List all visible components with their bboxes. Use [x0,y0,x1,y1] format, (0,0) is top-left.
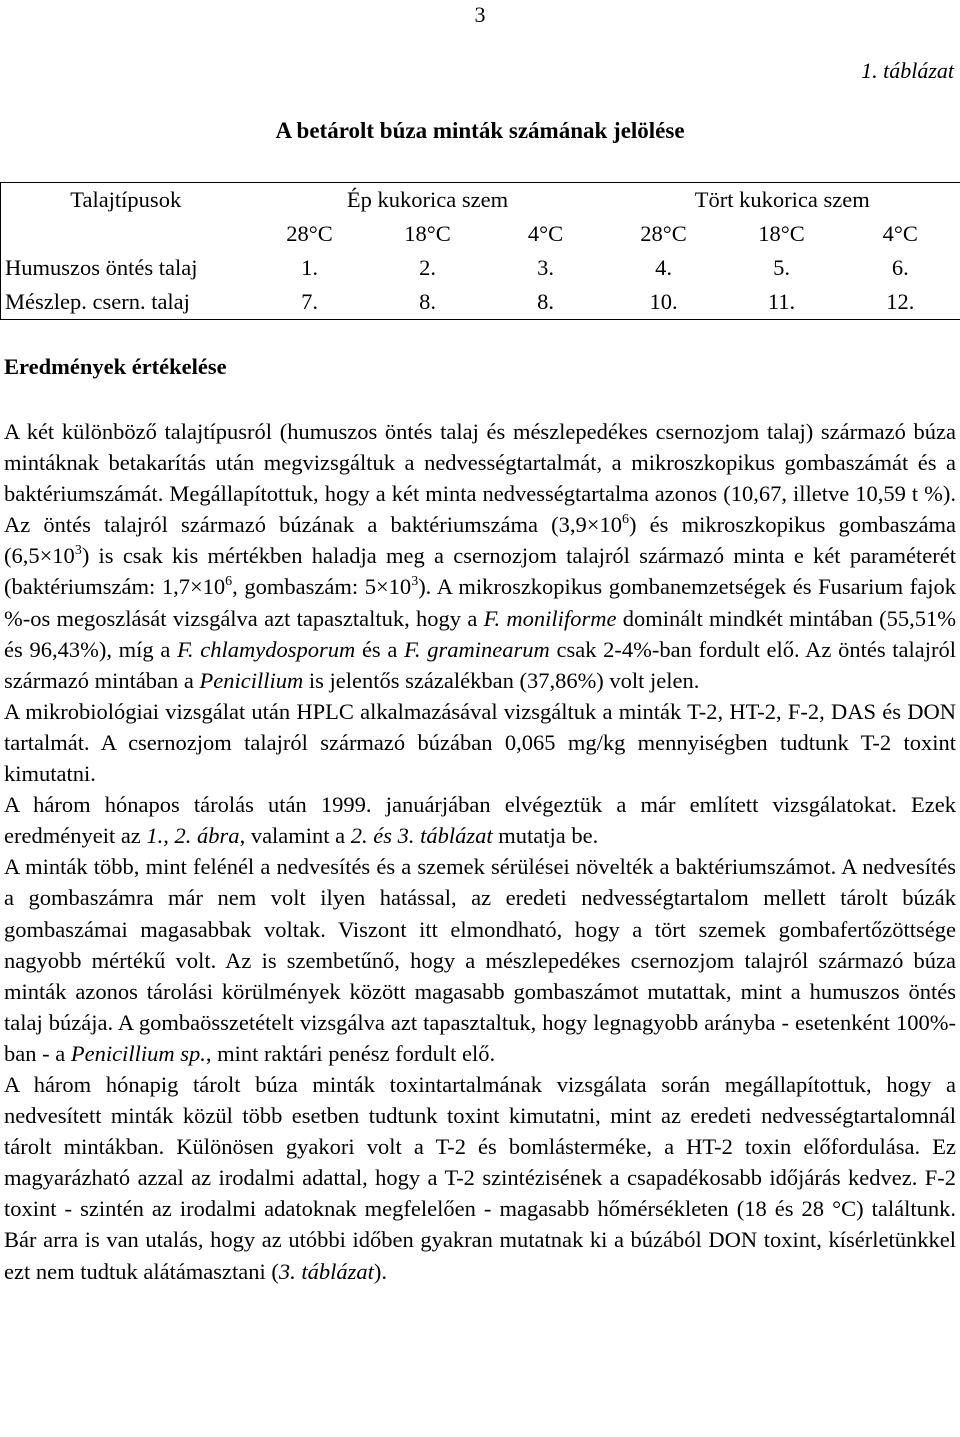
table-label: 1. táblázat [861,58,954,83]
table-row [1,251,960,285]
table-temp-row [1,217,960,251]
table-title: A betárolt búza minták számának jelölése [275,118,685,143]
header-group-whole: Ép kukorica szem [346,187,509,212]
table-cell: 6. [891,255,909,280]
paragraph-storage: A három hónapos tárolás után 1999. januárjában elvégeztük a már említett vizsgálatokat. Ezek eredményeit az 1., 2. ábra, valamint a 2. és 3. táblázat mutatja be. [4,792,956,849]
header-group-broken: Tört kukorica szem [694,187,870,212]
paragraph-hplc: A mikrobiológiai vizsgálat után HPLC alkalmazásával vizsgáltuk a minták T-2, HT-2, F-2, DAS és DON tartalmát. A csernozjom talajról származó búzában 0,065 mg/kg mennyiségben tudtunk T-2 toxint kimutatni. [4,698,956,787]
header-temp: 18°C [758,221,805,246]
page-number: 3 [474,2,486,27]
header-temp: 28°C [640,221,687,246]
paragraph-bacteria: A minták több, mint felénél a nedvesítés és a szemek sérülései növelték a baktériumszámot. A nedvesítés a gombaszámra már nem volt ilyen hatással, az eredeti nedvességtartalom mellett tárolt búzák gombaszámai magasabbak voltak. Viszont itt elmondható, hogy a tört szemek gombafertőzöttsége nagyobb mértékű volt. Az is szembetűnő, hogy a mészlepedékes csernozjom talajról származó búza minták azonos tárolási körülmények között magasabb gombaszámot mutattak, mint a humuszos öntés talaj búzája. A gombaösszetételt vizsgálva azt tapasztaltuk, hogy legnagyobb arányba - esetenként 100%-ban - a Penicillium sp., mint raktári penész fordult elő. [4,854,956,1066]
table-cell: 7. [301,289,318,314]
table-cell: 10. [649,289,678,314]
table-cell: 2. [419,255,436,280]
header-temp: 4°C [527,221,564,246]
section-heading: Eredmények értékelése [4,354,227,379]
table-cell: 8. [419,289,436,314]
header-temp: 28°C [286,221,333,246]
paragraph-toxins: A három hónapig tárolt búza minták toxintartalmának vizsgálata során megállapítottuk, hogy a nedvesített minták közül több esetben tudtunk toxint kimutatni, mint az eredeti nedvességtartalomnál tárolt mintákban. Különösen gyakori volt a T-2 és bomlásterméke, a HT-2 toxin előfordulása. Ez magyarázható azzal az irodalmi adattal, hogy a T-2 szintézisének a csapadékosabb időjárás kedvez. F-2 toxint - szintén az irodalmi adatoknak megfelelően - magasabb hőmérsékleten (18 és 28 °C) találtunk. Bár arra is van utalás, hogy az utóbbi időben gyakran mutatnak ki a búzából DON toxint, kísérletünkkel ezt nem tudtuk alátámasztani (3. táblázat). [4,1071,956,1284]
header-soil-types: Talajtípusok [70,187,182,212]
table-header-row [1,183,960,218]
table-cell: 11. [767,289,796,314]
row-label: Mészlep. csern. talaj [5,289,190,314]
header-temp: 4°C [882,221,918,246]
table-cell: 3. [537,255,554,280]
table-cell: 12. [886,289,915,314]
paragraph-results-microbiology: A két különböző talajtípusról (humuszos öntés talaj és mészlepedékes csernozjom talaj) származó búza mintáknak betakarítás után megvizsgáltuk a nedvességtartalmát, a mikroszkopikus gombaszámát és a baktériumszámát. Megállapítottuk, hogy a két minta nedvességtartalma azonos (10,67, illetve 10,59 t %). Az öntés talajról származó búzának a baktériumszáma $(3,9\times 10^6)$ és mikroszkopikus gombaszáma $(6,5\times 10^3)$ is csak kis mértékben haladja meg a csernozjom talajról származó minta e két paraméterét (baktériumszám: $1,7\times 10^6$, gombaszám: $5\times 10^3$). A mikroszkopikus gombanemzetségek és Fusarium fajok %-os megoszlását vizsgálva azt tapasztaltuk, hogy a F. moniliforme dominált mindkét mintában (55,51% és 96,43%), míg a F. chlamydosporum és a F. graminearum csak 2-4%-ban fordult elő. Az öntés talajról származó mintában a Penicillium is jelentős százalékban (37,86%) volt jelen. [4,419,957,693]
table-cell: 8. [537,289,554,314]
header-empty-cell [1,217,251,251]
table-row [1,285,960,320]
row-label: Humuszos öntés talaj [5,255,198,280]
table-cell: 4. [655,255,672,280]
body-text [4,416,956,1287]
table-cell: 5. [773,255,790,280]
table-cell: 1. [301,255,318,280]
sample-table [0,182,960,320]
header-temp: 18°C [404,221,451,246]
